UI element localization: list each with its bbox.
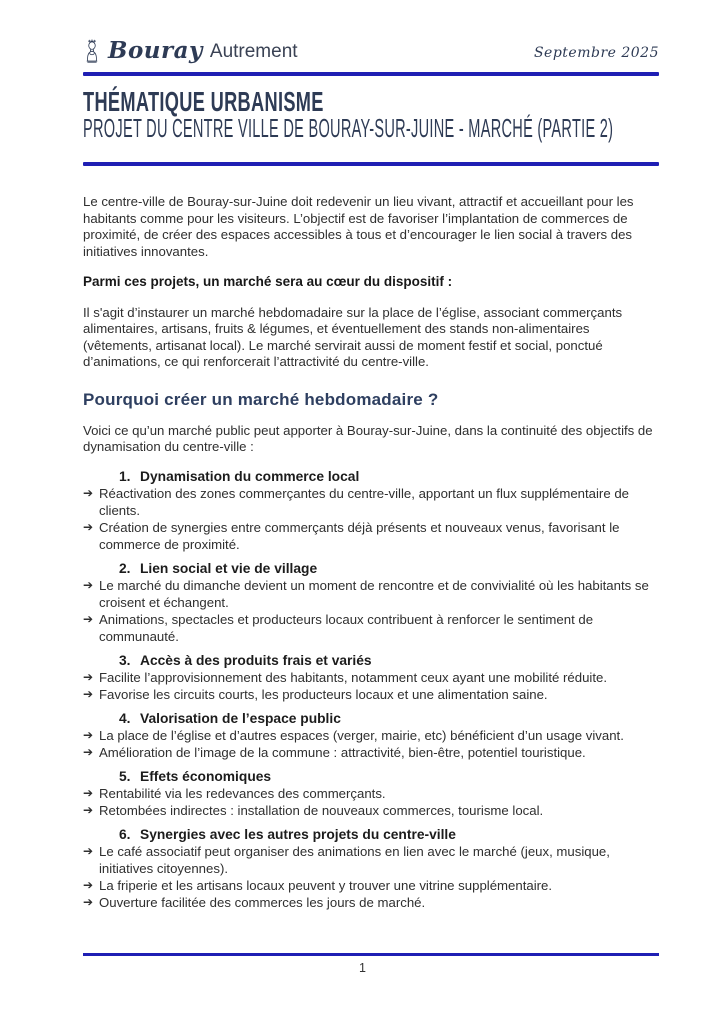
list-item-text: Rentabilité via les redevances des commerçants.	[99, 785, 386, 801]
section-title: Lien social et vie de village	[140, 560, 318, 576]
section-number: 1.	[119, 468, 131, 484]
list-item-text: Réactivation des zones commerçantes du centre-ville, apportant un flux supplémentaire de clients.	[99, 485, 629, 518]
market-paragraph: Il s'agit d’instaurer un marché hebdomadaire sur la place de l’église, associant commerçants alimentaires, artisans, fruits & légumes, et éventuellement des stands non-alimentaires (vêtements, artisanat local). Le marché servirait aussi de moment festif et social, ponctué d’animations, ce qui renforcerait l’attractivité du centre-ville.	[83, 304, 623, 369]
list-item-text: Amélioration de l’image de la commune : attractivité, bien-être, potentiel touristique.	[99, 744, 586, 760]
list-item	[83, 577, 659, 611]
section-number: 4.	[119, 710, 131, 726]
section-title: Dynamisation du commerce local	[140, 468, 360, 484]
page-content	[83, 36, 659, 911]
list-item-text: Ouverture facilitée des commerces les jours de marché.	[99, 894, 426, 910]
section-lien-social	[83, 560, 659, 645]
arrow-bullet-icon: ➔	[83, 843, 94, 858]
section-heading	[83, 710, 659, 727]
brand-name-script: Bouray	[108, 37, 203, 64]
list-item	[83, 877, 659, 894]
list-item	[83, 894, 659, 911]
why-intro-paragraph: Voici ce qu’un marché public peut apporter à Bouray-sur-Juine, dans la continuité des objectifs de dynamisation du centre-ville :	[83, 422, 653, 454]
arrow-bullet-icon: ➔	[83, 669, 94, 684]
lead-bold-paragraph: Parmi ces projets, un marché sera au cœur du dispositif :	[83, 274, 453, 289]
list-item-text: Facilite l’approvisionnement des habitants, notamment ceux ayant une mobilité réduite.	[99, 669, 608, 685]
section-title: Synergies avec les autres projets du centre-ville	[140, 826, 456, 842]
arrow-bullet-icon: ➔	[83, 577, 94, 592]
section-title: Valorisation de l’espace public	[140, 710, 341, 726]
section-produits-frais	[83, 652, 659, 703]
intro-paragraph: Le centre-ville de Bouray-sur-Juine doit redevenir un lieu vivant, attractif et accueillant pour les habitants comme pour les visiteurs. L’objectif est de favoriser l’implantation de commerces de proximité, de créer des espaces accessibles à tous et d’encourager le lien social à travers des initiatives innovantes.	[83, 194, 634, 259]
section-heading	[83, 826, 659, 843]
bust-icon	[83, 38, 101, 64]
document-subtitle: PROJET DU CENTRE VILLE DE BOURAY-SUR-JUINE - MARCHÉ (PARTIE 2)	[83, 113, 614, 143]
section-title: Accès à des produits frais et variés	[140, 652, 372, 668]
document-title: THÉMATIQUE URBANISME	[83, 86, 324, 117]
list-item	[83, 611, 659, 645]
arrow-bullet-icon: ➔	[83, 727, 94, 742]
section-heading	[83, 560, 659, 577]
section-heading	[83, 468, 659, 485]
arrow-bullet-icon: ➔	[83, 894, 94, 909]
footer-divider	[83, 953, 659, 956]
list-item-text: Création de synergies entre commerçants déjà présents et nouveaux venus, favorisant le commerce de proximité.	[99, 519, 620, 552]
section-number: 2.	[119, 560, 131, 576]
list-item-text: La friperie et les artisans locaux peuvent y trouver une vitrine supplémentaire.	[99, 877, 553, 893]
arrow-bullet-icon: ➔	[83, 485, 94, 500]
list-item	[83, 669, 659, 686]
arrow-bullet-icon: ➔	[83, 785, 94, 800]
section-dynamisation	[83, 468, 659, 553]
section-heading	[83, 768, 659, 785]
list-item	[83, 519, 659, 553]
why-heading: Pourquoi créer un marché hebdomadaire ?	[83, 389, 439, 409]
section-synergies	[83, 826, 659, 911]
list-item-text: Le café associatif peut organiser des animations en lien avec le marché (jeux, musique, initiatives citoyennes).	[99, 843, 610, 876]
list-item	[83, 727, 659, 744]
list-item-text: Le marché du dimanche devient un moment de rencontre et de convivialité où les habitants se croisent et échangent.	[99, 577, 649, 610]
arrow-bullet-icon: ➔	[83, 877, 94, 892]
list-item-text: La place de l’église et d’autres espaces (verger, mairie, etc) bénéficient d’un usage vivant.	[99, 727, 624, 743]
section-espace-public	[83, 710, 659, 761]
arrow-bullet-icon: ➔	[83, 802, 94, 817]
arrow-bullet-icon: ➔	[83, 519, 94, 534]
section-number: 5.	[119, 768, 131, 784]
section-title: Effets économiques	[140, 768, 272, 784]
list-item	[83, 785, 659, 802]
list-item	[83, 686, 659, 703]
list-item	[83, 843, 659, 877]
list-item	[83, 802, 659, 819]
section-effets-economiques	[83, 768, 659, 819]
arrow-bullet-icon: ➔	[83, 744, 94, 759]
list-item-text: Animations, spectacles et producteurs locaux contribuent à renforcer le sentiment de communauté.	[99, 611, 594, 644]
brand-name-regular: Autrement	[209, 41, 298, 62]
section-heading	[83, 652, 659, 669]
list-item	[83, 485, 659, 519]
section-number: 3.	[119, 652, 131, 668]
arrow-bullet-icon: ➔	[83, 686, 94, 701]
page-number: 1	[359, 961, 366, 975]
list-item-text: Favorise les circuits courts, les producteurs locaux et une alimentation saine.	[99, 686, 548, 702]
arrow-bullet-icon: ➔	[83, 611, 94, 626]
list-item	[83, 744, 659, 761]
title-divider	[83, 162, 659, 166]
brand-logo	[83, 38, 298, 64]
section-number: 6.	[119, 826, 131, 842]
header-divider	[83, 72, 659, 76]
list-item-text: Retombées indirectes : installation de nouveaux commerces, tourisme local.	[99, 802, 544, 818]
issue-date: Septembre 2025	[533, 45, 659, 61]
page-header	[83, 36, 659, 64]
